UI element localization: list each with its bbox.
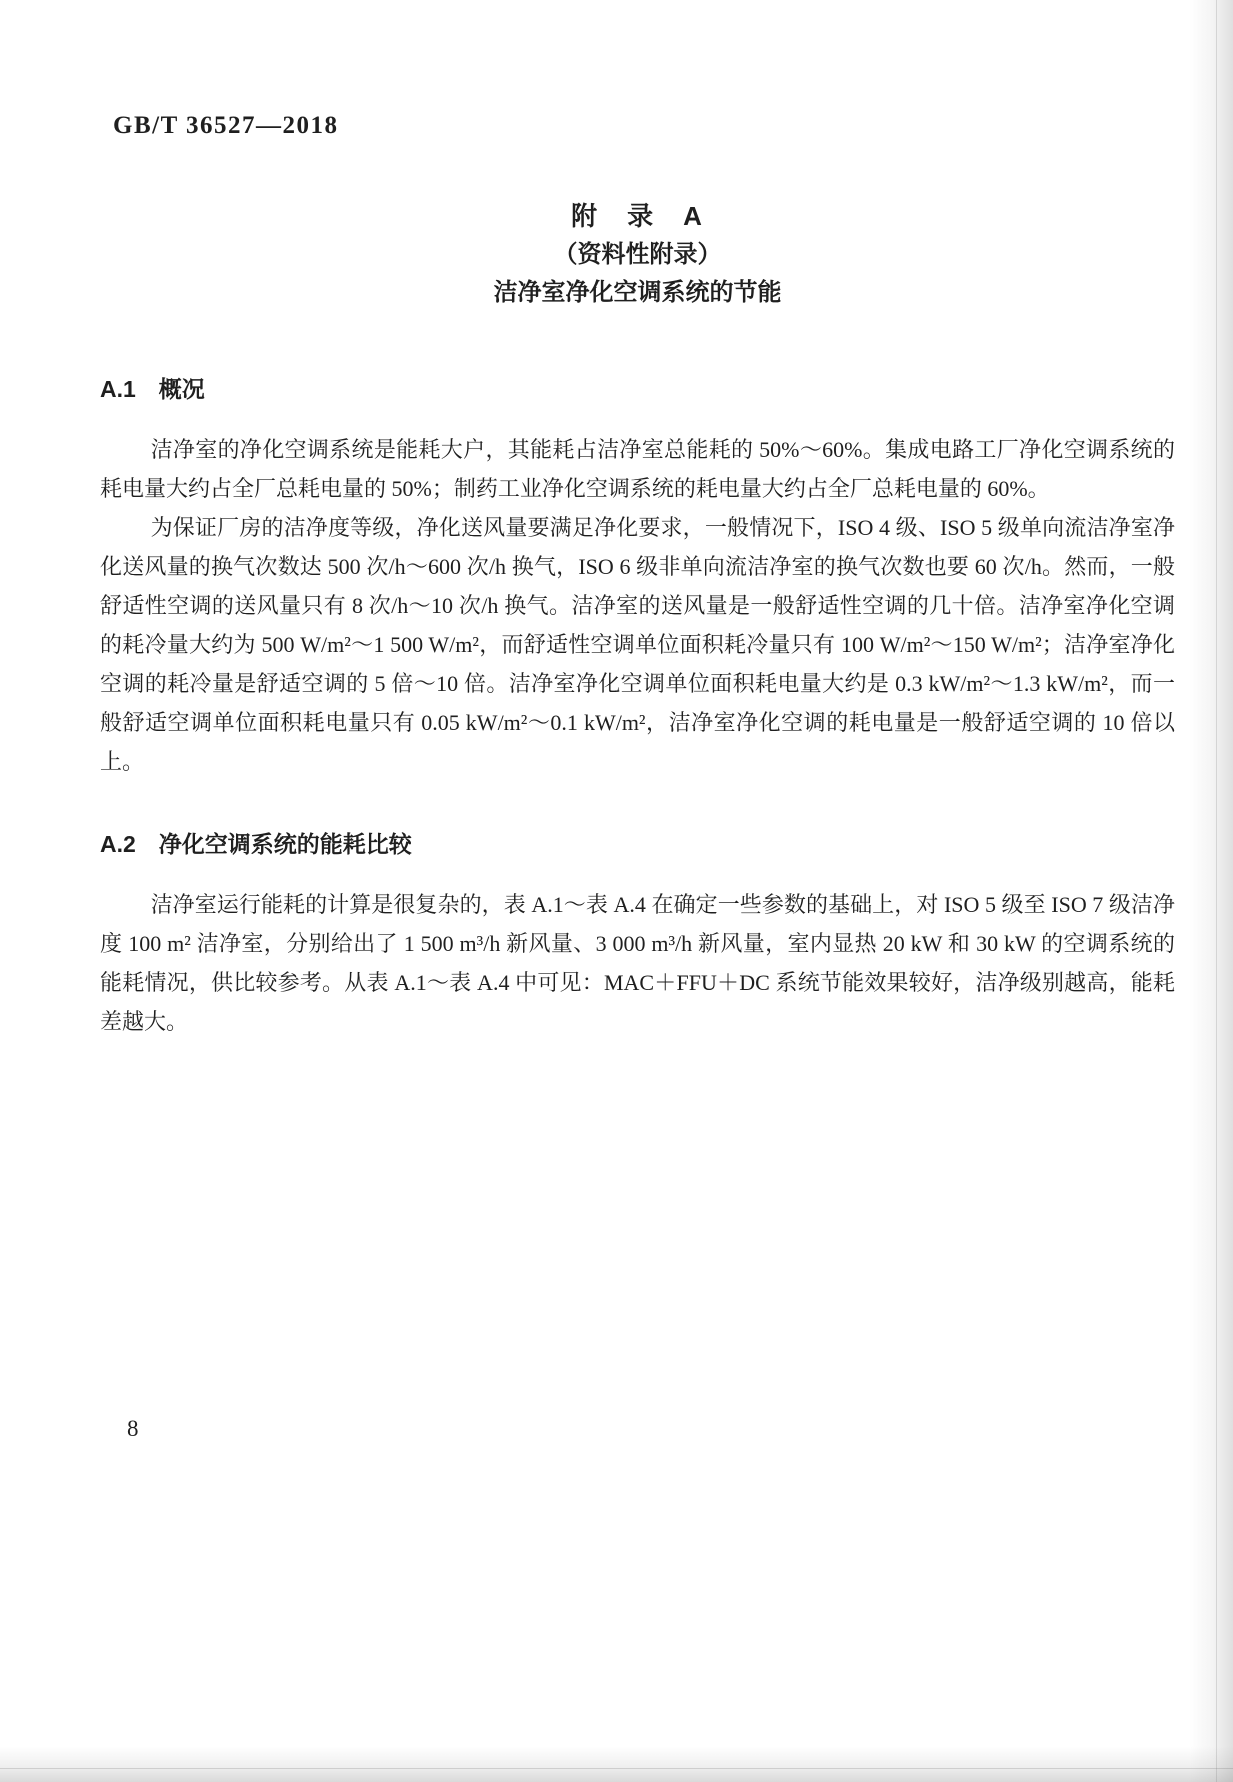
scan-edge-right (1189, 0, 1233, 1782)
paragraph-a2-1: 洁净室运行能耗的计算是很复杂的，表 A.1～表 A.4 在确定一些参数的基础上，对 ISO 5 级至 ISO 7 级洁净度 100 m² 洁净室，分别给出了 1 500 m³/h 新风量、3 000 m³/h 新风量，室内显热 20 kW 和 30 kW 的空调系统的能耗情况，供比较参考。从表 A.1～表 A.4 中可见：MAC＋FFU＋DC 系统节能效果较好，洁净级别越高，能耗差越大。 (100, 892, 1175, 1034)
paragraph-a1-1: 洁净室的净化空调系统是能耗大户，其能耗占洁净室总能耗的 50%～60%。集成电路工厂净化空调系统的耗电量大约占全厂总耗电量的 50%；制药工业净化空调系统的耗电量大约占全厂总耗电量的 60%。 (100, 437, 1175, 501)
section-heading-a1: A.1 概况 (100, 376, 205, 402)
section-heading-a2: A.2 净化空调系统的能耗比较 (100, 831, 412, 857)
appendix-type: （资料性附录） (553, 241, 722, 268)
page-number: 8 (127, 1416, 139, 1441)
appendix-title: 附 录 A (571, 201, 704, 231)
appendix-title-block (100, 196, 1175, 312)
paragraph-a1-2: 为保证厂房的洁净度等级，净化送风量要满足净化要求，一般情况下，ISO 4 级、ISO 5 级单向流洁净室净化送风量的换气次数达 500 次/h～600 次/h 换气，ISO 6 级非单向流洁净室的换气次数也要 60 次/h。然而，一般舒适性空调的送风量只有 8 次/h～10 次/h 换气。洁净室的送风量是一般舒适性空调的几十倍。洁净室净化空调的耗冷量大约为 500 W/m²～1 500 W/m²，而舒适性空调单位面积耗冷量只有 100 W/m²～150 W/m²；洁净室净化空调的耗冷量是舒适空调的 5 倍～10 倍。洁净室净化空调单位面积耗电量大约是 0.3 kW/m²～1.3 kW/m²，而一般舒适空调单位面积耗电量只有 0.05 kW/m²～0.1 kW/m²，洁净室净化空调的耗电量是一般舒适空调的 10 倍以上。 (100, 515, 1175, 774)
page-content (100, 0, 1175, 1041)
appendix-subject: 洁净室净化空调系统的节能 (493, 279, 782, 306)
scan-edge-bottom (0, 1746, 1233, 1782)
standard-number: GB/T 36527—2018 (113, 112, 339, 139)
